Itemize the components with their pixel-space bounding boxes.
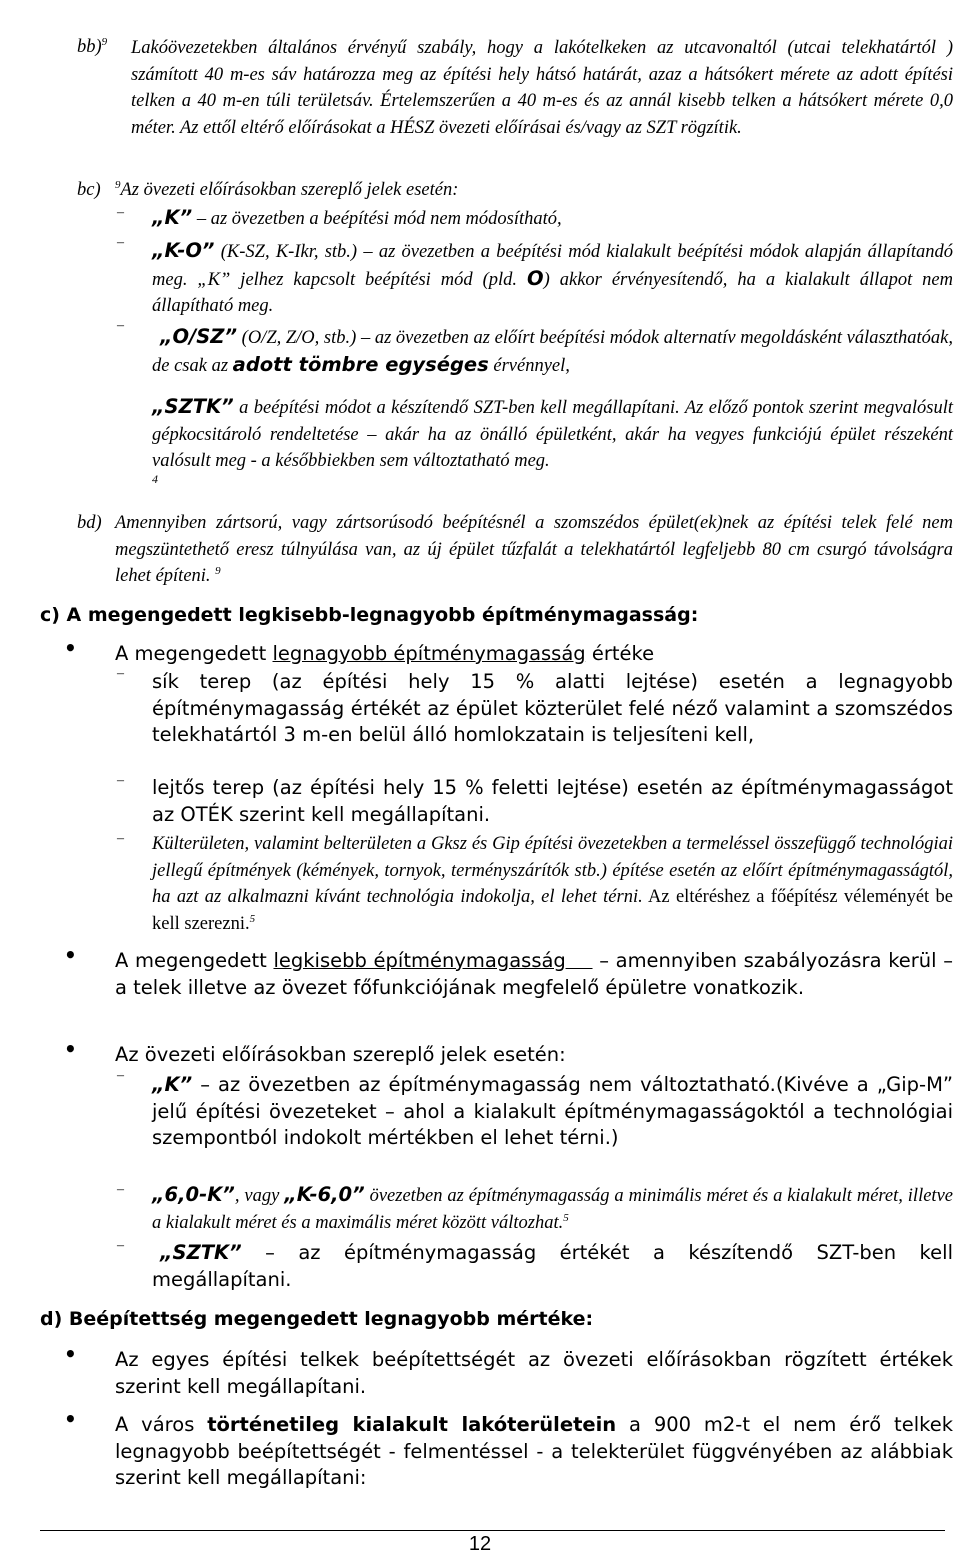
c-bullet-1: A megengedett legnagyobb építménymagasság értéke	[115, 642, 655, 665]
bc-item-k: „K” – az övezetben a beépítési mód nem módosítható,	[152, 206, 562, 229]
paragraph-bb: Lakóövezetekben általános érvényű szabály, hogy a lakótelkeken az utcavonaltól (utcai telekhatártól ) számított 40 m-es sáv határozza meg az építési hely hátsó határát, azaz a hátsókert mérete az adott építési telken a 40 m-en túli területsáv. Értelemszerűen a 40 m-es és az annál kisebb telken a hátsókert mérete 0,0 méter. Az ettől eltérő előírásokat a HÉSZ övezeti előírásai és/vagy az SZT rögzítik.	[131, 38, 953, 138]
c-dash-k: „K” – az övezetben az építménymagasság nem változtatható.(Kivéve a „Gip-M” jelű építési övezeteket – ahol a kialakult építménymagasságoktól a technológiai szempontból indokolt mértékben el lehet térni.)	[152, 1073, 953, 1149]
c-bullet-2: A megengedett legkisebb építménymagasság – amennyiben szabályozásra kerül – a telek illetve az övezet főfunkciójának megfelelő épületre vonatkozik.	[115, 949, 954, 999]
bc-item-ko: „K-O” (K-SZ, K-Ikr, stb.) – az övezetben a beépítési mód kialakult beépítési módok alapján állapítandó meg. „K” jelhez kapcsolt beépítési mód (pld. O) akkor érvényesítendő, ha a kialakult állapot nem állapítható meg.	[152, 239, 953, 316]
bullet-marker: •	[64, 636, 77, 660]
bullet-marker: •	[64, 943, 77, 967]
dash-marker: –	[117, 235, 124, 250]
dash-marker: –	[117, 773, 124, 788]
c-dash-flat-terrain: sík terep (az építési hely 15 % alatti lejtése) esetén a legnagyobb építménymagasság értékét az épület közterület felé néző valamint a szomszédos telekhatártól 3 m-en belül álló homlokzatain is teljesíteni kell,	[152, 670, 953, 746]
d-bullet-1: Az egyes építési telkek beépítettségét az övezeti előírásokban rögzített értékek szerint kell megállapítani.	[115, 1348, 953, 1398]
dash-marker: –	[117, 1068, 124, 1083]
item-label-bb: bb)$^9$	[77, 35, 108, 57]
bullet-marker: •	[64, 1407, 77, 1431]
bullet-marker: •	[64, 1342, 77, 1366]
c-dash-industrial: Külterületen, valamint belterületen a Gksz és Gip építési övezetekben a termeléssel összefüggő technológiai jellegű építmények (kémények, tornyok, terményszárítók stb.) építése esetén az előírt építménymagasságtól, ha azt az alkalmazni kívánt technológia indokolja, el lehet térni. Az eltéréshez a főépítész véleményét be kell szerezni.$^5$	[152, 834, 953, 934]
d-bullet-2: A város történetileg kialakult lakóterületein a 900 m2-t el nem érő telkek legnagyobb beépítettségét - felmentéssel - a telekterület függvényében az alábbiak szerint kell megállapítani:	[115, 1413, 953, 1489]
dash-marker: –	[117, 1182, 124, 1197]
dash-marker: –	[117, 831, 124, 846]
section-heading-c: c) A megengedett legkisebb-legnagyobb építménymagasság:	[40, 604, 699, 626]
footer-divider	[40, 1530, 945, 1531]
item-label-bd: bd)	[77, 513, 102, 533]
dash-marker: –	[117, 205, 124, 220]
bc-intro: $^9$Az övezeti előírásokban szereplő jelek esetén:	[115, 178, 459, 200]
bc-item-sztk: „SZTK” a beépítési módot a készítendő SZT-ben kell megállapítani. Az előző pontok szerint megvalósult gépkocsitároló rendeltetése – akár ha az önálló épületként, akár ha vegyes funkciójú épület részeként valósult meg - a későbbiekben sem változtatható meg.	[152, 395, 953, 471]
c-dash-sztk: „SZTK” – az építménymagasság értékét a készítendő SZT-ben kell megállapítani.	[152, 1241, 953, 1291]
c-dash-slope-terrain: lejtős terep (az építési hely 15 % feletti lejtése) esetén az építménymagasságot az OTÉK szerint kell megállapítani.	[152, 776, 953, 826]
c-dash-6k: „6,0-K”, vagy „K-6,0” övezetben az építménymagasság a minimális méret és a kialakult méret, illetve a kialakult méret és a maximális méret között változhat.$^5$	[152, 1183, 953, 1233]
item-label-bc: bc)	[77, 180, 101, 200]
footnote-marker: 4	[152, 472, 158, 486]
bullet-marker: •	[64, 1037, 77, 1061]
paragraph-bd: Amennyiben zártsorú, vagy zártsorúsodó beépítésnél a szomszédos épület(ek)nek az építési telek felé nem megszüntethető eresz túlnyúlása van, az új épület tűzfalát a telekhatártól legfeljebb 80 cm csurgó távolságra lehet építeni. $^9$	[115, 513, 953, 586]
c-bullet-3: Az övezeti előírásokban szereplő jelek esetén:	[115, 1043, 566, 1066]
dash-marker: –	[117, 318, 124, 333]
page-number: 12	[468, 1533, 492, 1555]
dash-marker: –	[117, 666, 124, 681]
section-heading-d: d) Beépítettség megengedett legnagyobb mértéke:	[40, 1308, 594, 1330]
dash-marker: –	[117, 1238, 124, 1253]
bc-item-osz: „O/SZ” (O/Z, Z/O, stb.) – az övezetben az előírt beépítési módok alternatív megoldásként választhatóak, de csak az adott tömbre egységes érvénnyel,	[152, 325, 953, 376]
